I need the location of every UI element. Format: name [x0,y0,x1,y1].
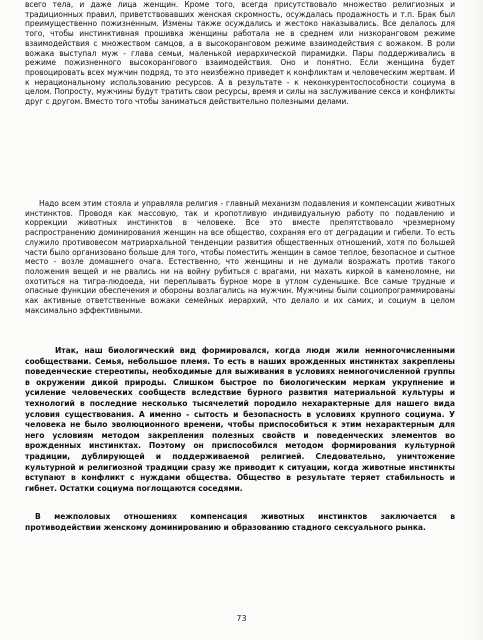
paragraph-summary-bold: Итак, наш биологический вид формировался, когда люди жили немногочисленными сообществами. Семья, небольшое племя. То есть в наших врожденных инстинктах закреплены поведенческие стереотипы, необходимые для выживания в условиях немногочисленной группы в окружении дикой природы. Слишком быстрое по биологическим меркам укрупнение и усиление человеческих сообществ вследствие бурного развития материальной культуры и технологий в последние несколько тысячелетий породило нехарактерные для нашего вида условия существования. А именно - сытость и безопасность в условиях крупного социума. У человека не было эволюционного времени, чтобы приспособиться к этим нехарактерным для него условиям методом закрепления полезных свойств и поведенческих элементов во врожденных инстинктах. Поэтому он приспособился методом формирования культурной традиции, дублирующей и поддерживаемой религией. Следовательно, уничтожение культурной и религиозной традиции сразу же приводит к ситуации, когда животные инстинкты вступают в конфликт с нуждами общества. Общество в результате теряет стабильность и гибнет. Остатки социума поглощаются соседями. [25,346,455,493]
page-number: 73 [236,614,247,623]
paragraph-conclusion-bold: В межполовых отношениях компенсация животных инстинктов заключается в противодействии женскому доминированию и образованию стадного сексуального рынка. [25,512,455,532]
paragraph-continuation: всего тела, и даже лица женщин. Кроме того, всегда присутствовало множество религиозных и традиционных правил, приветствовавших женская скромность, осуждалась продажность и т.п. Брак был преимущественно пожизненным. Измены также осуждались и жестоко наказывались. Все делалось для того, чтобы инстинктивная прошивка женщины работала не в среднем или низкоранговом режиме взаимодействия с множеством самцов, а в высокоранговом режиме взаимодействия с вожаком. В роли вожака выступал муж - глава семьи, маленькой иерархической пирамидки. Пары поддерживались в режиме пожизненного высокорангового взаимодействия. Оно и понятно. Если женщина будет провоцировать всех мужчин подряд, то это неизбежно приведет к конфликтам и человеческим жертвам. И к нерациональному использованию ресурсов. А в результате - к неконкурентоспособности социума в целом. Попросту, мужчины будут тратить свои ресурсы, время и силы на заслуживание секса и конфликты друг с другом. Вместо того чтобы заниматься действительно полезными делами. [25,0,455,107]
paragraph-religion: Надо всем этим стояла и управляла религия - главный механизм подавления и компенсации животных инстинктов. Проводя как массовую, так и кропотливую индивидуальную работу по подавлению и коррекции животных инстинктов в человеке. Все это вместе препятствовало чрезмерному распространению доминирования женщин на все общество, сохраняя его от деградации и гибели. То есть служило противовесом матриархальной тенденции развития общественных отношений, хотя по большей части было организовано больше для того, чтобы поместить женщин в самое теплое, безопасное и сытное место - возле домашнего очага. Естественно, что женщины и не думали возражать против такого положения вещей и не рвались ни на войну рубиться с врагами, ни махать киркой в каменоломне, ни охотиться на тигра-людоеда, ни переплывать бурное море в утлом суденышке. Все самые трудные и опасные функции обеспечения и обороны возлагались на мужчин. Мужчины были социопрограммированы как активные ответственные вожаки семейных иерархий, что делало и их самих, и социум в целом максимально эффективными. [25,199,455,315]
